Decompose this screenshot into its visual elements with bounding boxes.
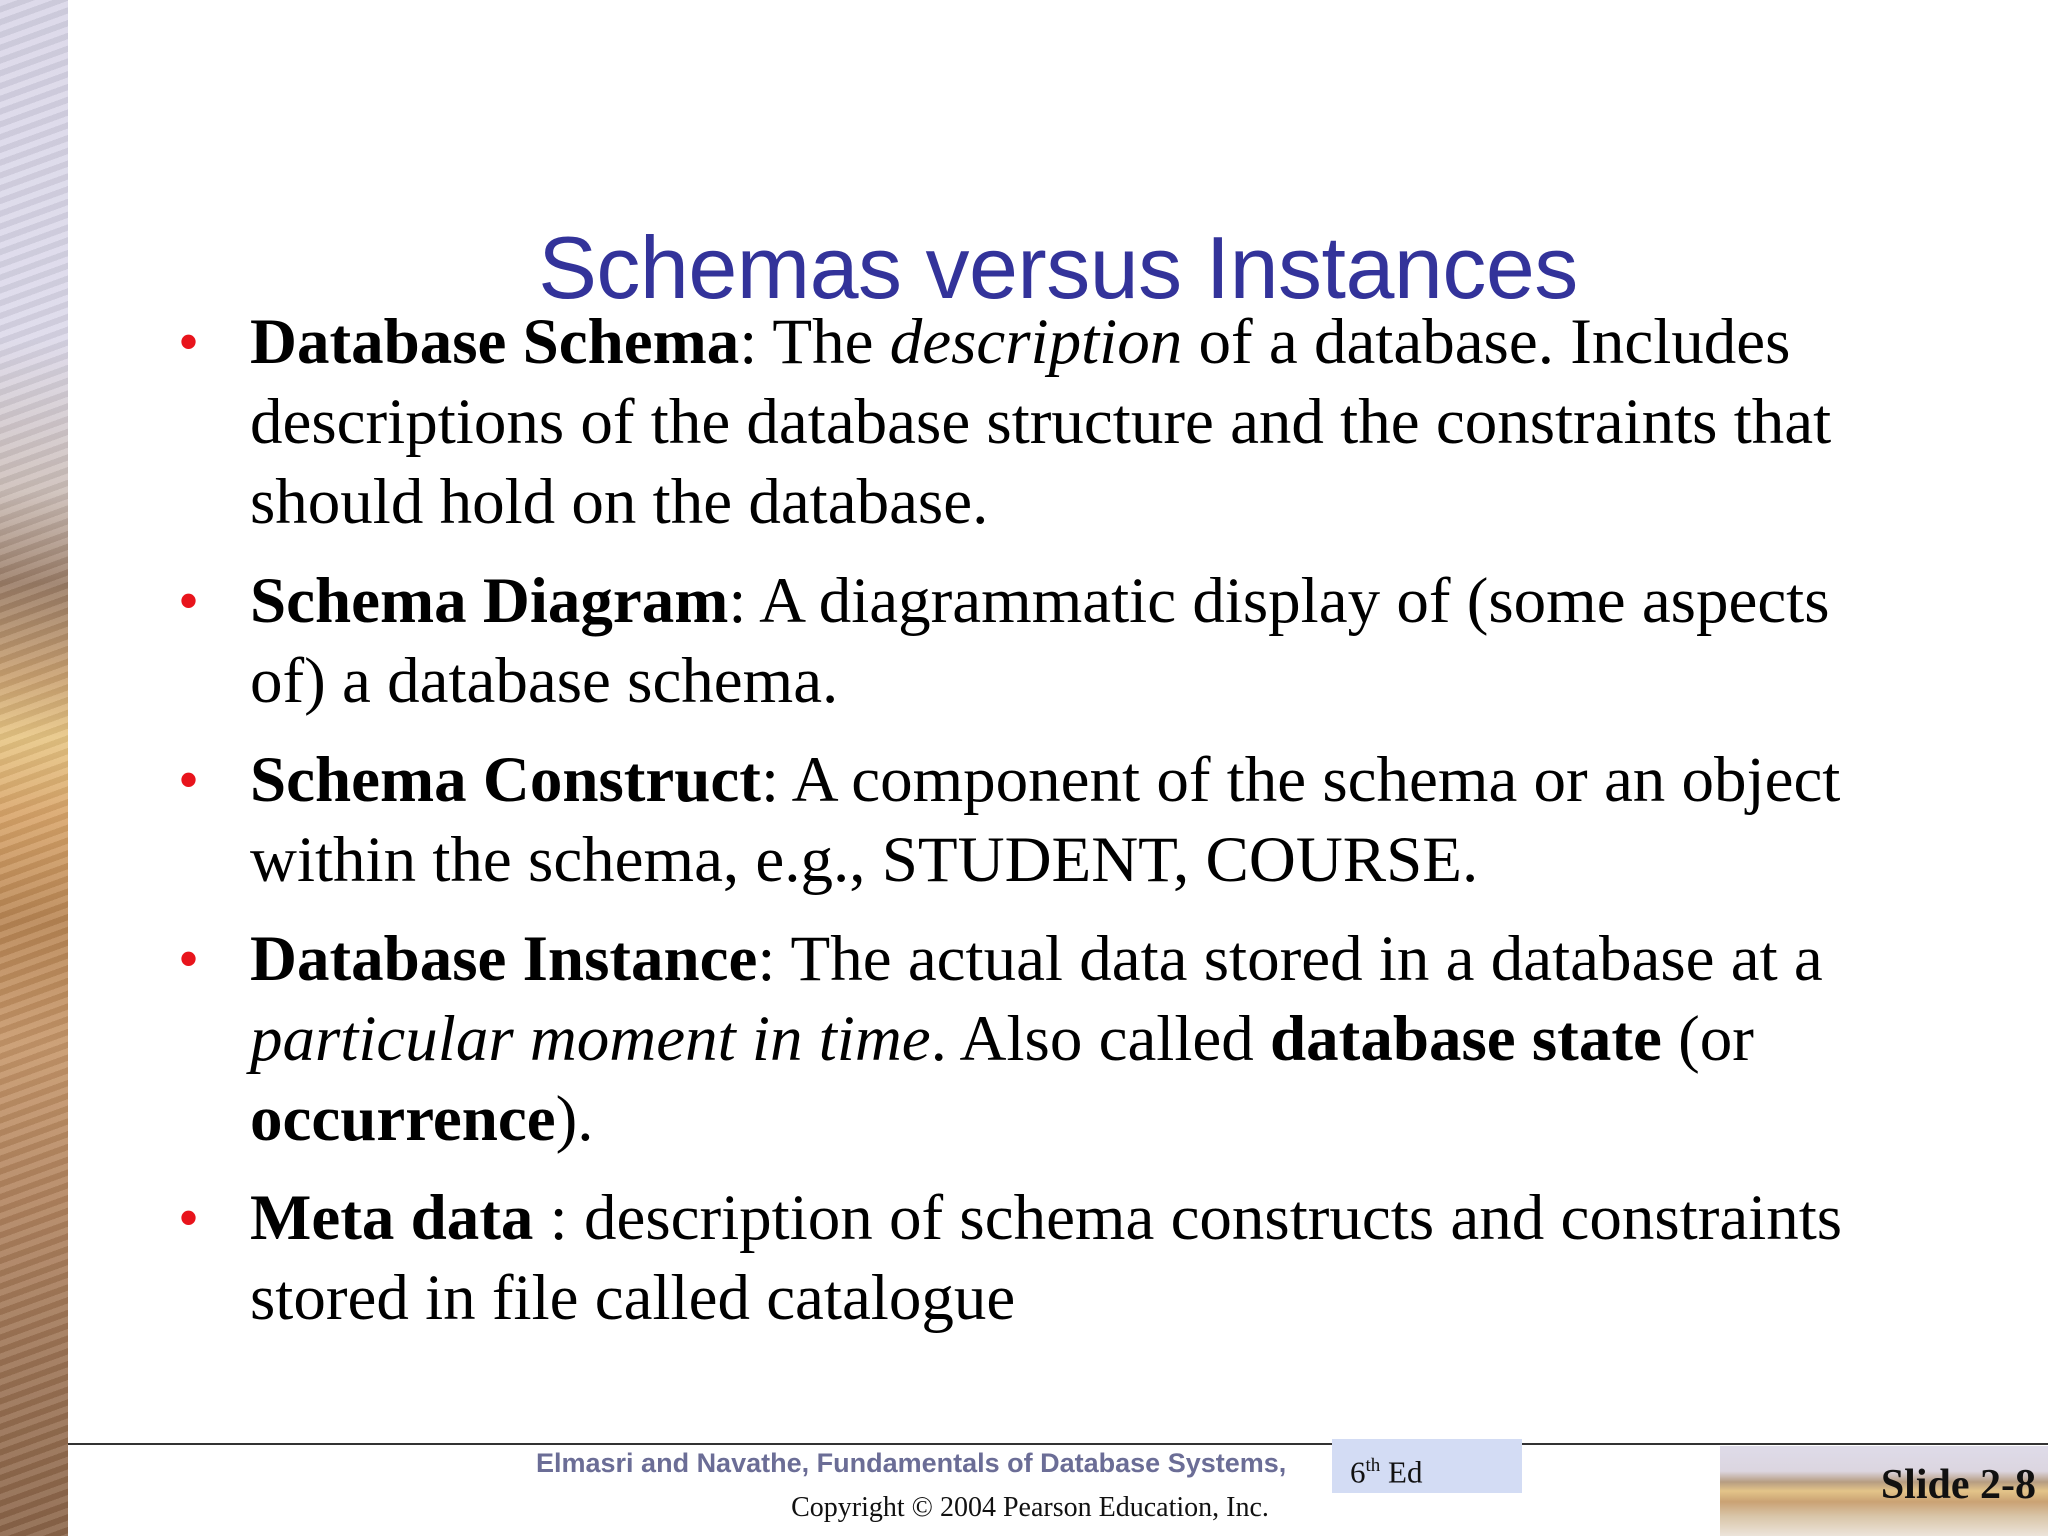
bullet-dot: •: [178, 747, 200, 813]
bullet-text: : The actual data stored in a database at a: [757, 923, 1823, 995]
bullet-text: (or: [1661, 1003, 1754, 1075]
emphasis-description: description: [889, 306, 1183, 378]
bullet-dot: •: [178, 309, 200, 375]
bullet-text: ).: [555, 1083, 594, 1155]
edition-number: 6: [1350, 1454, 1366, 1490]
slide-number: Slide 2-8: [1880, 1462, 2036, 1508]
footer-credit: Elmasri and Navathe, Fundamentals of Database Systems,: [536, 1448, 1287, 1478]
bullet-list: [178, 302, 1898, 1357]
bullet-text: : The: [739, 306, 890, 378]
bullet-dot: •: [178, 926, 200, 992]
bullet-text: . Also called: [930, 1003, 1271, 1075]
bullet-text: : A component of the schema or an object within the schema, e.g., STUDENT, COURSE.: [250, 744, 1841, 896]
edition-suffix: th: [1365, 1455, 1381, 1476]
bullet-dot: •: [178, 1185, 200, 1251]
term-database-instance: Database Instance: [250, 923, 758, 995]
edition-label: Ed: [1380, 1454, 1423, 1490]
decorative-side-strip: [0, 0, 68, 1536]
bullet-text: of a database. Includes descriptions of the database structure and the constraints that should hold on the database.: [250, 306, 1832, 538]
bullet-schema-diagram: [178, 561, 1898, 721]
bullet-database-schema: [178, 302, 1898, 542]
term-occurrence: occurrence: [250, 1083, 556, 1155]
slide-title: Schemas versus Instances: [538, 218, 1578, 317]
footer-divider: [68, 1443, 2048, 1445]
bullet-text: : description of schema constructs and constraints stored in file called catalogue: [250, 1182, 1843, 1334]
term-database-schema: Database Schema: [250, 306, 740, 378]
bullet-meta-data: [178, 1178, 1898, 1338]
emphasis-particular-moment: particular moment in time: [250, 1003, 931, 1075]
term-meta-data: Meta data: [250, 1182, 534, 1254]
term-schema-diagram: Schema Diagram: [250, 565, 729, 637]
copyright-notice: Copyright © 2004 Pearson Education, Inc.: [791, 1492, 1269, 1523]
bullet-database-instance: [178, 919, 1898, 1159]
bullet-text: : A diagrammatic display of (some aspects of) a database schema.: [250, 565, 1830, 717]
bullet-schema-construct: [178, 740, 1898, 900]
term-schema-construct: Schema Construct: [250, 744, 761, 816]
bullet-dot: •: [178, 568, 200, 634]
edition-badge: [1332, 1439, 1522, 1493]
term-database-state: database state: [1270, 1003, 1662, 1075]
